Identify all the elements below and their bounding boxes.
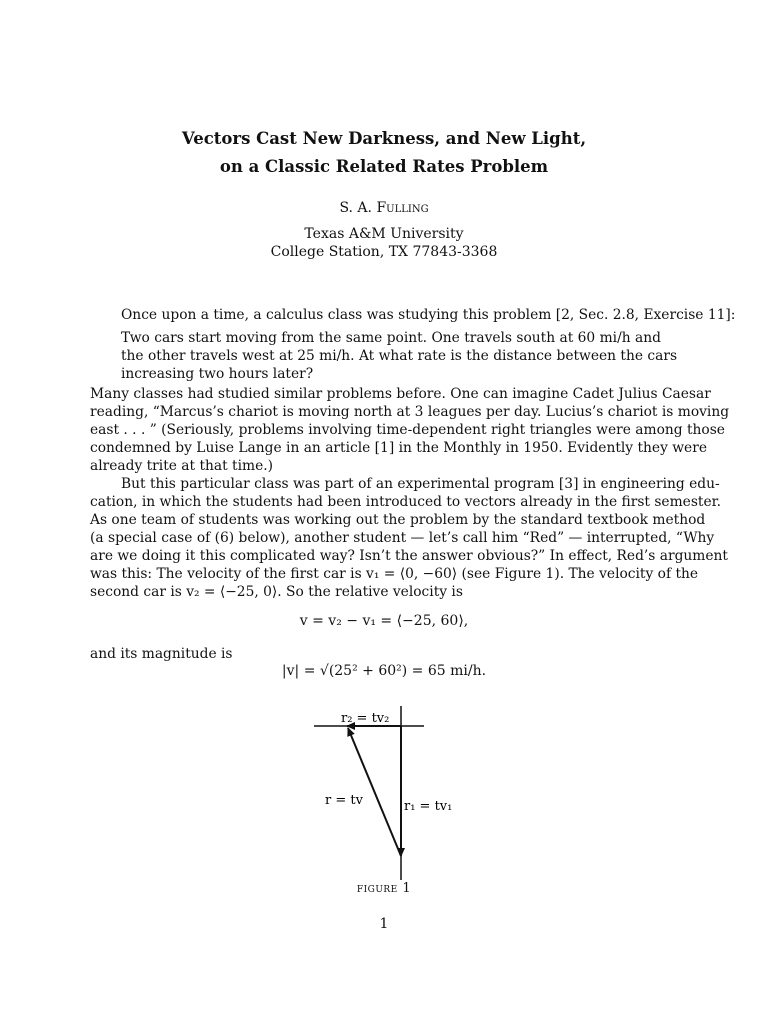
page-number: 1 (379, 916, 389, 932)
text-line: But this particular class was part of an experimental program [3] in engineering edu- (121, 476, 720, 492)
text-line: reading, “Marcus’s chariot is moving north at 3 leagues per day. Lucius’s chariot is moving (90, 404, 730, 420)
figure-caption: figure 1 (356, 881, 412, 896)
label-r1: r₁ = tv₁ (404, 799, 453, 814)
magnitude-intro (90, 645, 678, 663)
text-line: east . . . ” (Seriously, problems involving time-dependent right triangles were among those (90, 422, 725, 438)
text-line: Once upon a time, a calculus class was studying this problem [2, Sec. 2.8, Exercise 11]: (121, 307, 736, 323)
text-line: As one team of students was working out the problem by the standard textbook method (90, 512, 706, 528)
text-line: cation, in which the students had been introduced to vectors already in the first semester. (90, 494, 722, 510)
text-line: was this: The velocity of the first car is v₁ = ⟨0, −60⟩ (see Figure 1). The velocity of the (90, 566, 699, 582)
intro-paragraph (121, 306, 736, 324)
text-line: increasing two hours later? (121, 366, 314, 382)
author-address: College Station, TX 77843-3368 (270, 244, 498, 260)
text-line: are we doing it this complicated way? Isn’t the answer obvious?” In effect, Red’s argument (90, 548, 728, 564)
text-line: second car is v₂ = ⟨−25, 0⟩. So the relative velocity is (90, 584, 463, 600)
paragraph-1 (90, 385, 730, 475)
text-line: and its magnitude is (90, 646, 233, 662)
author-affiliation: Texas A&M University (304, 226, 464, 242)
equation-magnitude: |v| = √(25² + 60²) = 65 mi/h. (281, 663, 487, 679)
text-line: Many classes had studied similar problems before. One can imagine Cadet Julius Caesar (90, 386, 711, 402)
label-r: r = tv (325, 793, 363, 808)
text-line: Two cars start moving from the same point. One travels south at 60 mi/h and (121, 330, 661, 346)
text-line: the other travels west at 25 mi/h. At what rate is the distance between the cars (121, 348, 678, 364)
text-line: condemned by Luise Lange in an article [1] in the Monthly in 1950. Evidently they were (90, 440, 707, 456)
figure-1 (300, 700, 480, 890)
label-r2: r₂ = tv₂ (341, 711, 390, 726)
author-name: S. A. Fulling (339, 200, 429, 216)
r-vector-arrow (348, 728, 401, 856)
problem-quote (121, 329, 678, 383)
paper-title-line-1: Vectors Cast New Darkness, and New Light, (181, 129, 587, 148)
paper-title-line-2: on a Classic Related Rates Problem (219, 157, 549, 176)
vector-diagram (300, 700, 480, 890)
paragraph-2 (90, 475, 728, 601)
equation-relative-velocity: v = v₂ − v₁ = ⟨−25, 60⟩, (299, 613, 469, 629)
text-line: (a special case of (6) below), another student — let’s call him “Red” — interrupted, “Why (90, 530, 715, 546)
text-line: already trite at that time.) (90, 458, 273, 474)
